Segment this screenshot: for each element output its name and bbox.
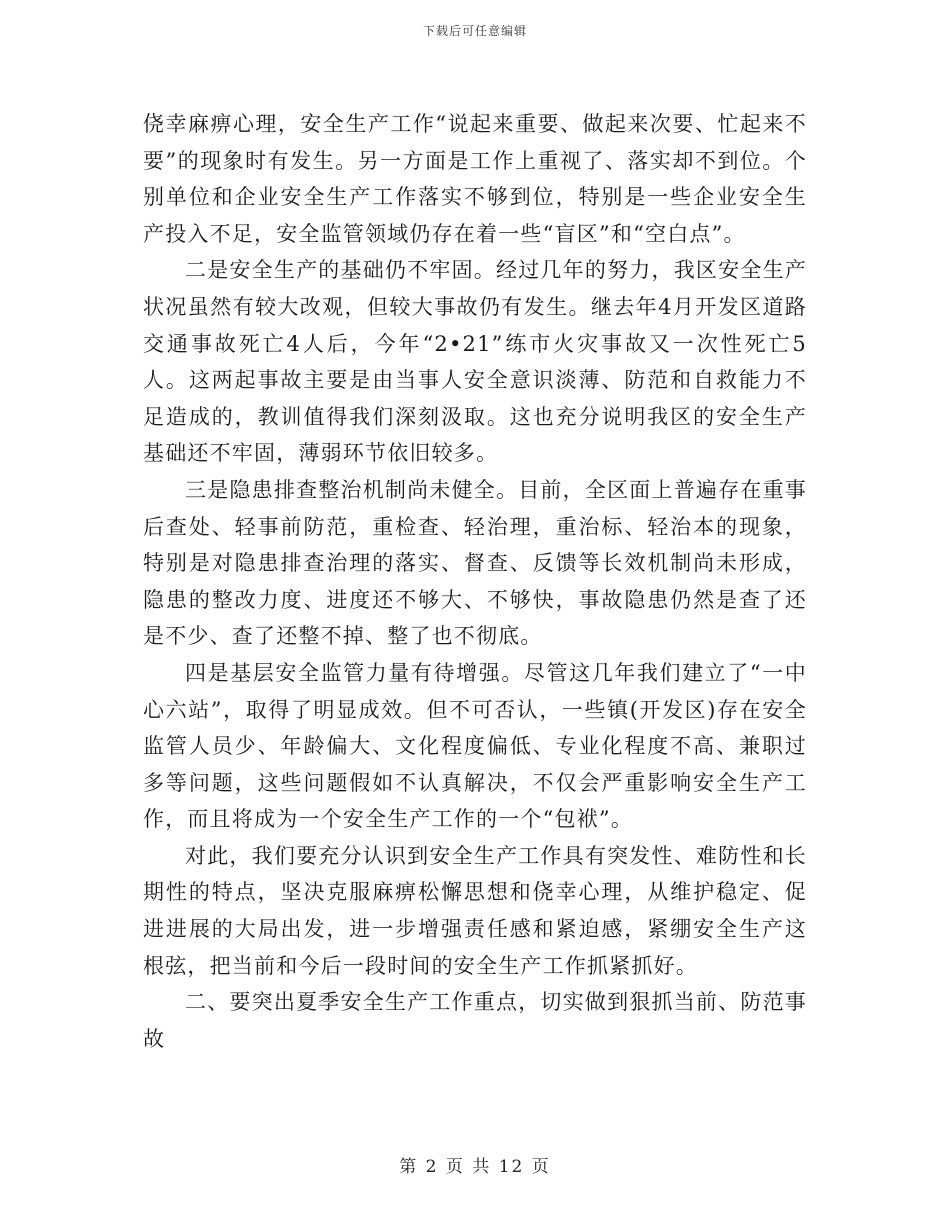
section-heading-two: 二、要突出夏季安全生产工作重点，切实做到狠抓当前、防范事故 (143, 990, 807, 1051)
paragraph-point-two: 二是安全生产的基础仍不牢固。经过几年的努力，我区安全生产状况虽然有较大改观，但较大事故仍有发生。继去年4月开发区道路交通事故死亡4人后，今年“2•21”练市火灾事故又一次性死亡5人。这两起事故主要是由当事人安全意识淡薄、防范和自救能力不足造成的，教训值得我们深刻汲取。这也充分说明我区的安全生产基础还不牢固，薄弱环节依旧较多。 (143, 258, 807, 466)
page-header-note: 下载后可任意编辑 (422, 24, 527, 38)
paragraph-point-three: 三是隐患排查整治机制尚未健全。目前，全区面上普遍存在重事后查处、轻事前防范，重检查、轻治理，重治标、轻治本的现象，特别是对隐患排查治理的落实、督查、反馈等长效机制尚未形成，隐患的整改力度、进度还不够大、不够快，事故隐患仍然是查了还是不少、查了还整不掉、整了也不彻底。 (143, 477, 807, 649)
document-body (143, 106, 807, 1057)
paragraph-conclusion: 对此，我们要充分认识到安全生产工作具有突发性、难防性和长期性的特点，坚决克服麻痹松懈思想和侥幸心理，从维护稳定、促进进展的大局出发，进一步增强责任感和紧迫感，紧绷安全生产这根弦，把当前和今后一段时间的安全生产工作抓紧抓好。 (143, 843, 807, 978)
page-number: 第 2 页 共 12 页 (399, 1157, 551, 1177)
paragraph-point-four: 四是基层安全监管力量有待增强。尽管这几年我们建立了“一中心六站”，取得了明显成效。但不可否认，一些镇(开发区)存在安全监管人员少、年龄偏大、文化程度偏低、专业化程度不高、兼职过多等问题，这些问题假如不认真解决，不仅会严重影响安全生产工作，而且将成为一个安全生产工作的一个“包袱”。 (143, 660, 807, 832)
paragraph-continued: 侥幸麻痹心理，安全生产工作“说起来重要、做起来次要、忙起来不要”的现象时有发生。另一方面是工作上重视了、落实却不到位。个别单位和企业安全生产工作落实不够到位，特别是一些企业安全生产投入不足，安全监管领域仍存在着一些“盲区”和“空白点”。 (143, 112, 807, 246)
